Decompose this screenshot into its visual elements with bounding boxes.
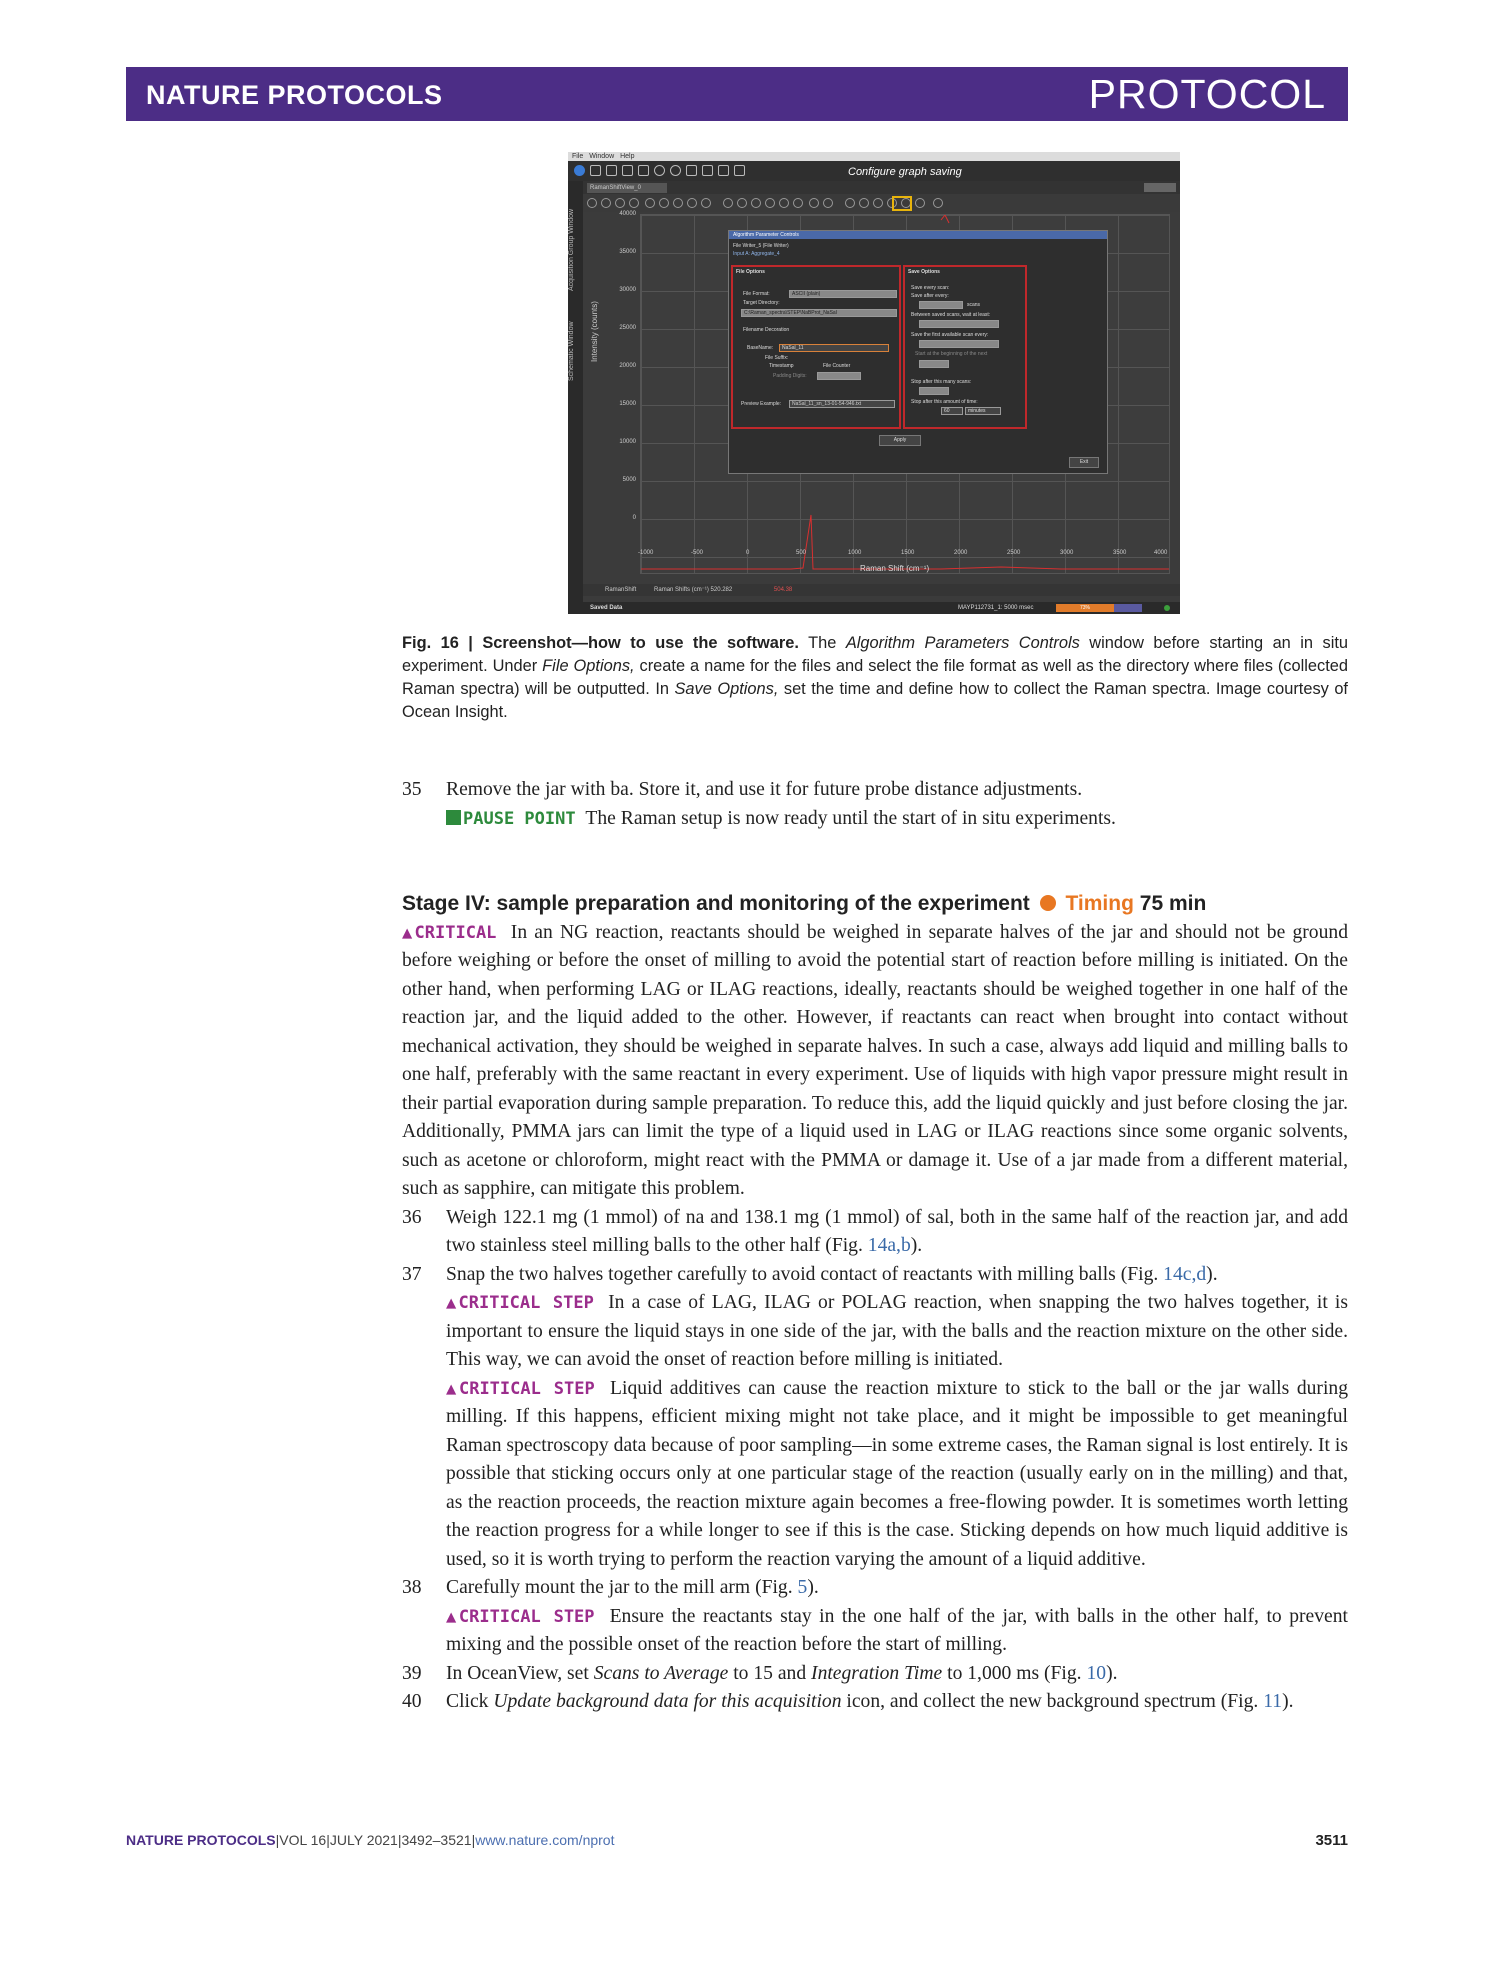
critical-step-label: ▲CRITICAL STEP xyxy=(446,1293,594,1313)
file-counter-radio[interactable]: File Counter xyxy=(823,363,851,369)
y-tick: 20000 xyxy=(619,363,636,369)
status-indicator-icon xyxy=(1164,605,1170,611)
zoom-out-icon[interactable] xyxy=(673,198,683,208)
figure-link[interactable]: 14a,b xyxy=(867,1235,911,1256)
step-35 xyxy=(402,776,1348,833)
step-text-end: ). xyxy=(1106,1662,1118,1684)
menu-help[interactable]: Help xyxy=(620,153,635,160)
critical-step-text: Liquid additives can cause the reaction mixture to stick to the ball or the jar walls during milling. If this happens, efficient mixing might not take place, and it might be impossible to get meaningful Raman spectroscopy data because of poor sampling—in some extreme cases, the Raman signal is lost entirely. It is possible that sticking occurs only at one particular stage of the reaction (usually early on in the milling) and that, as the reaction proceeds, the reaction mixture again becomes a free-flowing powder. It is sometimes worth letting the reaction progress for a while longer to see if this is the case. Sticking depends on how much liquid additive is used, so it is worth trying to perform the reaction varying the amount of a liquid additive. xyxy=(446,1377,1348,1570)
page-footer xyxy=(126,1832,1348,1848)
x-tick: -1000 xyxy=(638,550,654,556)
step-text: to 1,000 ms (Fig. xyxy=(947,1662,1082,1684)
scans-input[interactable] xyxy=(919,301,963,309)
zoom-fit-icon[interactable] xyxy=(687,198,697,208)
y-tick: 30000 xyxy=(619,287,636,293)
save-icon[interactable] xyxy=(638,165,649,176)
journal-header xyxy=(126,67,1348,121)
caption-label: Fig. 16 | Screenshot—how to use the software. xyxy=(402,634,799,652)
article-type: PROTOCOL xyxy=(1088,71,1326,117)
stage-iv-section xyxy=(402,890,1348,1717)
upload-icon[interactable] xyxy=(793,198,803,208)
y-tick: 15000 xyxy=(619,401,636,407)
delete-icon[interactable] xyxy=(751,198,761,208)
footer-volume: VOL 16 xyxy=(279,1832,327,1848)
file-options-title: File Options xyxy=(736,269,765,275)
step-number: 40 xyxy=(402,1691,422,1712)
filename-decoration-label: Filename Decoration xyxy=(743,327,790,333)
highlight-box xyxy=(892,196,912,211)
step-text-end: ). xyxy=(910,1235,923,1256)
apply-button[interactable]: Apply xyxy=(879,435,921,446)
writer-label: File Writer_5 (File Writer) xyxy=(733,243,789,249)
x-tick: 2500 xyxy=(1007,550,1021,556)
device-status: MAYP112731_1: 5000 msec xyxy=(958,605,1034,611)
y-tick: 10000 xyxy=(619,439,636,445)
window-controls[interactable] xyxy=(1144,183,1176,192)
footer-date: JULY 2021 xyxy=(329,1832,398,1848)
first-available-radio[interactable]: Save the first available scan every: xyxy=(911,332,989,338)
y-tick: 0 xyxy=(632,515,636,521)
peak-icon[interactable] xyxy=(873,198,883,208)
start-input[interactable] xyxy=(919,360,949,368)
critical-text: In an NG reaction, reactants should be weighed in separate halves of the jar and should not be ground before weighing or before the onset of milling to avoid the potential start of reaction before milling is initiated. On the other hand, when performing LAG or ILAG reactions, ideally, reactants should be weighed together in one half of the reaction jar, and the liquid added to the other. However, if reactants can react when brought into contact without mechanical activation, they should be weighed in separate halves. In such a case, always add liquid and milling balls to one half, preferably with the same reactant in every experiment. Use of liquids with high vapor pressure might result in their partial evaporation during sample preparation. To reduce this, add the liquid quickly and just before closing the jar. Additionally, PMMA jars can limit the type of a liquid used in LAG or ILAG reactions since some organic solvents, such as acetone or chloroform, might react with the PMMA or damage it. Use of a jar made from a different material, such as sapphire, can mitigate this problem. xyxy=(402,921,1348,1199)
disk-icon[interactable] xyxy=(823,198,833,208)
step-number: 39 xyxy=(402,1662,422,1684)
side-tab-strip xyxy=(568,181,583,614)
x-tick: 1500 xyxy=(901,550,915,556)
stop-after-time-checkbox[interactable]: Stop after this amount of time: xyxy=(911,399,978,405)
save-options-box xyxy=(903,265,1027,429)
page-number: 3511 xyxy=(1315,1832,1348,1849)
gear-icon[interactable] xyxy=(670,165,681,176)
critical-step-label: ▲CRITICAL STEP xyxy=(446,1378,595,1399)
x-tick: 4000 xyxy=(1154,550,1168,556)
x-tick: 500 xyxy=(796,550,807,556)
dialog-title: Algorithm Parameter Controls xyxy=(729,231,1107,239)
critical-step-text: Ensure the reactants stay in the one half of the jar, with balls in the other half, to prevent mixing and the possible onset of the reaction before the start of milling. xyxy=(446,1605,1348,1655)
view-tab-row xyxy=(583,181,1180,194)
y-tick: 35000 xyxy=(619,249,636,255)
step-text-end: ). xyxy=(1282,1691,1294,1712)
journal-name: NATURE PROTOCOLS xyxy=(146,80,443,110)
file-format-label: File Format: xyxy=(743,291,770,297)
step-text: icon, and collect the new background spectrum (Fig. xyxy=(846,1691,1259,1712)
copy-icon[interactable] xyxy=(765,198,775,208)
stage-title: Stage IV: sample preparation and monitoring of the experiment xyxy=(402,892,1030,915)
file-suffix-label: File Suffix: xyxy=(765,355,789,361)
bulb-icon[interactable] xyxy=(933,198,943,208)
pause-point-label: PAUSE POINT xyxy=(463,808,576,829)
chart-icon[interactable] xyxy=(859,198,869,208)
print-icon[interactable] xyxy=(622,165,633,176)
padding-digits-input[interactable] xyxy=(817,372,861,380)
caption-text: window before starting an in situ experiment. Under xyxy=(402,634,1349,675)
caption-text: set the time and define how to collect the Raman spectra. Image courtesy of Ocean Insight. xyxy=(402,680,1348,721)
figure-link[interactable]: 11 xyxy=(1263,1691,1283,1712)
between-radio[interactable]: Between saved scans, wait at least: xyxy=(911,312,991,318)
timing-icon xyxy=(1040,895,1056,911)
caption-text: The xyxy=(808,634,837,652)
bottom-bar xyxy=(568,602,1180,614)
caption-text: create a name for the files and select the file format as well as the directory where files (collected Raman spectra) will be outputted. In xyxy=(402,657,1348,698)
timestamp-radio[interactable]: Timestamp xyxy=(769,363,794,369)
oceanview-logo-icon[interactable] xyxy=(574,165,585,176)
menu-file[interactable]: File xyxy=(572,153,584,160)
stop-after-scans-checkbox[interactable]: Stop after this many scans: xyxy=(911,379,972,385)
pan-icon[interactable] xyxy=(601,198,611,208)
play-icon[interactable] xyxy=(702,165,713,176)
algorithm-parameter-dialog xyxy=(728,230,1108,474)
x-tick: 3500 xyxy=(1113,550,1127,556)
y-tick: 25000 xyxy=(619,325,636,331)
export-icon[interactable] xyxy=(686,165,697,176)
step-emph: Scans to Average xyxy=(593,1662,729,1684)
progress-remaining xyxy=(1114,604,1142,612)
menu-window[interactable]: Window xyxy=(589,153,615,160)
saved-data-label[interactable]: Saved Data xyxy=(590,605,623,611)
step-36 xyxy=(402,1204,1348,1261)
step-number: 38 xyxy=(402,1577,422,1598)
x-tick: 0 xyxy=(746,550,750,556)
vertical-move-icon[interactable] xyxy=(629,198,639,208)
step-emph: Update background data for this acquisition xyxy=(493,1691,842,1712)
preview-label: Preview Example: xyxy=(741,401,782,407)
figure-link[interactable]: 10 xyxy=(1086,1662,1107,1684)
zoom-in-icon[interactable] xyxy=(659,198,669,208)
y-tick: 40000 xyxy=(619,211,636,217)
y-tick: 5000 xyxy=(622,477,636,483)
critical-paragraph xyxy=(402,919,1348,1204)
menu-bar xyxy=(568,152,1180,161)
file-format-select[interactable]: ASCII (plain) xyxy=(789,290,897,298)
timing-label: Timing xyxy=(1065,892,1134,915)
padding-digits-label: Padding Digits: xyxy=(773,373,807,379)
x-axis-label: Raman Shift (cm⁻¹) xyxy=(860,564,930,573)
figure-caption xyxy=(402,632,1348,724)
intensity-readout: 504.38 xyxy=(773,587,793,593)
step-text: Snap the two halves together carefully to avoid contact of reactants with milling balls (Fig. xyxy=(446,1263,1159,1285)
configure-graph-saving-icon[interactable] xyxy=(809,198,819,208)
timing-value: 75 min xyxy=(1139,892,1207,915)
critical-label: ▲CRITICAL xyxy=(402,922,497,943)
footer-sep: | xyxy=(326,1832,330,1848)
step-text: Remove the jar with ba. Store it, and use it for future probe distance adjustments. xyxy=(446,779,1083,800)
caption-emph: File Options, xyxy=(542,657,635,675)
figure-screenshot xyxy=(568,152,1180,614)
snapshot-icon[interactable] xyxy=(737,198,747,208)
figure-link[interactable]: 14c,d xyxy=(1163,1263,1207,1285)
settings-icon[interactable] xyxy=(845,198,855,208)
step-40 xyxy=(402,1688,1348,1717)
acquisition-icon[interactable] xyxy=(590,165,601,176)
flag-icon[interactable] xyxy=(915,198,925,208)
time-input[interactable]: 60 xyxy=(941,407,963,415)
basename-input[interactable]: NaSal_11 xyxy=(779,344,889,352)
annotation-configure-graph-saving: Configure graph saving xyxy=(848,166,962,178)
graph-toolbar xyxy=(583,194,1180,212)
raman-shifts-readout: Raman Shifts (cm⁻¹) 520.282 xyxy=(654,587,733,593)
input-label: Input A: Aggregate_4 xyxy=(733,251,780,257)
footer-pages: 3492–3521 xyxy=(401,1832,472,1848)
x-tick: 2000 xyxy=(954,550,968,556)
save-after-radio[interactable]: Save after every: xyxy=(911,293,949,299)
save-every-radio[interactable]: Save every scan: xyxy=(911,285,950,291)
scans-label: scans xyxy=(967,302,981,308)
save-options-title: Save Options xyxy=(908,269,940,275)
footer-url[interactable]: www.nature.com/nprot xyxy=(475,1832,615,1848)
step-number: 36 xyxy=(402,1206,422,1228)
side-tab-acquisition[interactable]: Acquisition Group Window xyxy=(568,208,575,292)
step-text: to 15 and xyxy=(733,1662,807,1684)
critical-step-text: In a case of LAG, ILAG or POLAG reaction, when snapping the two halves together, it is important to ensure the liquid stays in one side of the jar, with the balls and the reaction mixture on the other side. This way, we can avoid the onset of reaction before milling is initiated. xyxy=(446,1292,1349,1370)
file-options-box xyxy=(731,265,901,429)
progress-bar: 73% xyxy=(1056,604,1114,612)
x-tick: -500 xyxy=(691,550,704,556)
step-number: 35 xyxy=(402,779,422,800)
footer-sep: | xyxy=(397,1832,402,1848)
series-name: RamanShift xyxy=(605,587,637,593)
step-37 xyxy=(402,1261,1348,1575)
search-icon[interactable] xyxy=(654,165,665,176)
step-text: Weigh 122.1 mg (1 mmol) of na and 138.1 mg (1 mmol) of sal, both in the same half of the reaction jar, and add two stainless steel milling balls to the other half (Fig. xyxy=(446,1206,1348,1256)
basename-label: BaseName: xyxy=(747,345,774,351)
step-text-end: ). xyxy=(807,1577,819,1598)
figure-link[interactable]: 5 xyxy=(797,1577,808,1598)
zoom-icon[interactable] xyxy=(645,198,655,208)
move-icon[interactable] xyxy=(615,198,625,208)
pause-point-icon xyxy=(446,810,461,825)
pause-icon[interactable] xyxy=(734,165,745,176)
cut-icon[interactable] xyxy=(606,165,617,176)
cursor-icon[interactable] xyxy=(701,198,711,208)
pause-point-text: The Raman setup is now ready until the start of in situ experiments. xyxy=(585,807,1116,829)
preview-value: NaSal_11_sn_13-01-54-946.txt xyxy=(789,400,895,408)
target-dir-input[interactable]: C:\Raman_spectra\STEP\NaBProt_NaSal xyxy=(741,309,897,317)
footer-sep: | xyxy=(275,1832,280,1848)
footer-sep: | xyxy=(471,1832,476,1848)
tab-ramanshiftview[interactable]: RamanShiftView_0 xyxy=(587,183,667,193)
caption-emph: Save Options, xyxy=(674,680,779,698)
status-row xyxy=(583,584,1180,596)
y-axis-label: Intensity (counts) xyxy=(590,301,599,362)
time-unit-select[interactable]: minutes xyxy=(965,407,1001,415)
step-number: 37 xyxy=(402,1263,422,1285)
x-tick: 3000 xyxy=(1060,550,1074,556)
critical-step-label: ▲CRITICAL STEP xyxy=(446,1606,595,1627)
camera-icon[interactable] xyxy=(723,198,733,208)
first-available-input[interactable] xyxy=(919,340,999,348)
undo-icon[interactable] xyxy=(779,198,789,208)
refresh-icon[interactable] xyxy=(587,198,597,208)
between-input[interactable] xyxy=(919,320,999,328)
step-text: In OceanView, set xyxy=(446,1662,589,1684)
stop-scans-input[interactable] xyxy=(919,387,949,395)
step-emph: Integration Time xyxy=(811,1662,943,1684)
x-tick: 1000 xyxy=(848,550,862,556)
caption-emph: Algorithm Parameters Controls xyxy=(845,634,1080,652)
step-text-end: ). xyxy=(1206,1263,1218,1285)
target-dir-label: Target Directory: xyxy=(743,300,780,306)
step-icon[interactable] xyxy=(718,165,729,176)
step-text: Click xyxy=(446,1691,489,1712)
footer-journal: NATURE PROTOCOLS xyxy=(126,1832,276,1848)
step-38 xyxy=(402,1574,1348,1660)
step-text: Carefully mount the jar to the mill arm (Fig. xyxy=(446,1577,793,1598)
stage-heading xyxy=(402,890,1348,919)
start-beginning-checkbox[interactable]: Start at the beginning of the next xyxy=(915,351,988,357)
step-39 xyxy=(402,1660,1348,1689)
exit-button[interactable]: Exit xyxy=(1069,457,1099,468)
side-tab-schematic[interactable]: Schematic Window xyxy=(568,321,575,381)
